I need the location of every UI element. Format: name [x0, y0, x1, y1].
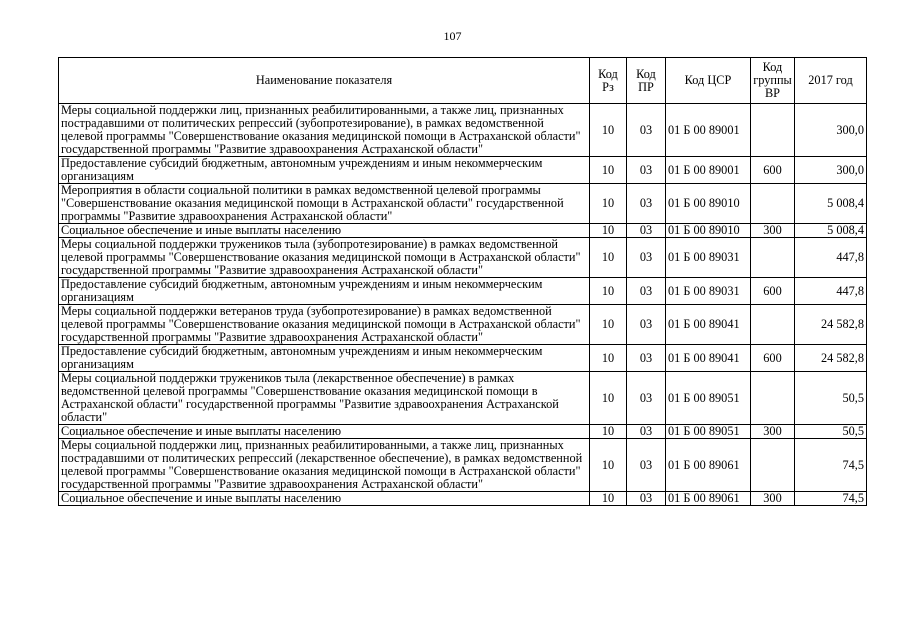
cell-rz: 10	[590, 157, 627, 184]
cell-vr	[751, 104, 795, 157]
column-header-csr: Код ЦСР	[666, 58, 751, 104]
column-header-year: 2017 год	[795, 58, 867, 104]
cell-pr: 03	[627, 345, 666, 372]
column-header-name: Наименование показателя	[59, 58, 590, 104]
cell-vr: 300	[751, 224, 795, 238]
table-row	[59, 238, 867, 278]
cell-pr: 03	[627, 305, 666, 345]
table-row	[59, 184, 867, 224]
cell-pr: 03	[627, 104, 666, 157]
cell-vr	[751, 372, 795, 425]
cell-amount: 300,0	[795, 157, 867, 184]
cell-amount: 50,5	[795, 425, 867, 439]
cell-csr: 01 Б 00 89031	[666, 238, 751, 278]
cell-pr: 03	[627, 238, 666, 278]
cell-vr: 600	[751, 345, 795, 372]
cell-csr: 01 Б 00 89001	[666, 104, 751, 157]
cell-name: Меры социальной поддержки ветеранов труда (зубопротезирование) в рамках ведомственной целевой программы "Совершенствование оказания медицинской помощи в Астраханской области" государственной программы "Развитие здравоохранения Астраханской области"	[59, 305, 590, 345]
cell-amount: 50,5	[795, 372, 867, 425]
table-row	[59, 372, 867, 425]
cell-vr: 300	[751, 492, 795, 506]
cell-pr: 03	[627, 425, 666, 439]
cell-amount: 300,0	[795, 104, 867, 157]
table-header-row	[59, 58, 867, 104]
cell-amount: 74,5	[795, 439, 867, 492]
cell-csr: 01 Б 00 89041	[666, 345, 751, 372]
cell-csr: 01 Б 00 89051	[666, 372, 751, 425]
page-number: 107	[443, 29, 462, 43]
cell-name: Меры социальной поддержки лиц, признанных реабилитированными, а также лиц, признанных пострадавшими от политических репрессий (лекарственное обеспечение), в рамках ведомственной целевой программы "Совершенствование оказания медицинской помощи в Астраханской области" государственной программы "Развитие здравоохранения Астраханской области"	[59, 439, 590, 492]
table-row	[59, 345, 867, 372]
cell-vr: 300	[751, 425, 795, 439]
table-row	[59, 425, 867, 439]
cell-pr: 03	[627, 184, 666, 224]
column-header-vr: Код группы ВР	[751, 58, 795, 104]
cell-name: Социальное обеспечение и иные выплаты населению	[59, 425, 590, 439]
cell-vr	[751, 184, 795, 224]
budget-table	[58, 57, 867, 506]
cell-pr: 03	[627, 439, 666, 492]
table-row	[59, 224, 867, 238]
cell-name: Предоставление субсидий бюджетным, автономным учреждениям и иным некоммерческим организациям	[59, 345, 590, 372]
cell-vr: 600	[751, 157, 795, 184]
table-row	[59, 439, 867, 492]
cell-rz: 10	[590, 238, 627, 278]
table-row	[59, 492, 867, 506]
cell-amount: 447,8	[795, 238, 867, 278]
cell-rz: 10	[590, 278, 627, 305]
cell-rz: 10	[590, 439, 627, 492]
cell-amount: 24 582,8	[795, 345, 867, 372]
cell-csr: 01 Б 00 89051	[666, 425, 751, 439]
cell-vr	[751, 305, 795, 345]
cell-csr: 01 Б 00 89061	[666, 439, 751, 492]
cell-name: Мероприятия в области социальной политики в рамках ведомственной целевой программы "Совершенствование оказания медицинской помощи в Астраханской области" государственной программы "Развитие здравоохранения Астраханской области"	[59, 184, 590, 224]
cell-rz: 10	[590, 372, 627, 425]
cell-rz: 10	[590, 305, 627, 345]
cell-csr: 01 Б 00 89001	[666, 157, 751, 184]
cell-amount: 5 008,4	[795, 184, 867, 224]
table-row	[59, 157, 867, 184]
cell-rz: 10	[590, 425, 627, 439]
cell-pr: 03	[627, 278, 666, 305]
cell-rz: 10	[590, 224, 627, 238]
cell-vr	[751, 238, 795, 278]
cell-csr: 01 Б 00 89031	[666, 278, 751, 305]
cell-pr: 03	[627, 224, 666, 238]
cell-amount: 447,8	[795, 278, 867, 305]
cell-rz: 10	[590, 104, 627, 157]
cell-amount: 24 582,8	[795, 305, 867, 345]
column-header-pr: Код ПР	[627, 58, 666, 104]
cell-name: Меры социальной поддержки тружеников тыла (зубопротезирование) в рамках ведомственной целевой программы "Совершенствование оказания медицинской помощи в Астраханской области" государственной программы "Развитие здравоохранения Астраханской области"	[59, 238, 590, 278]
cell-pr: 03	[627, 372, 666, 425]
table-row	[59, 278, 867, 305]
cell-amount: 74,5	[795, 492, 867, 506]
cell-csr: 01 Б 00 89010	[666, 224, 751, 238]
cell-rz: 10	[590, 492, 627, 506]
table-row	[59, 104, 867, 157]
cell-name: Меры социальной поддержки лиц, признанных реабилитированными, а также лиц, признанных пострадавшими от политических репрессий (зубопротезирование), в рамках ведомственной целевой программы "Совершенствование оказания медицинской помощи в Астраханской области" государственной программы "Развитие здравоохранения Астраханской области"	[59, 104, 590, 157]
table-body	[59, 104, 867, 506]
cell-name: Социальное обеспечение и иные выплаты населению	[59, 224, 590, 238]
cell-vr: 600	[751, 278, 795, 305]
cell-csr: 01 Б 00 89061	[666, 492, 751, 506]
cell-pr: 03	[627, 492, 666, 506]
cell-name: Предоставление субсидий бюджетным, автономным учреждениям и иным некоммерческим организациям	[59, 157, 590, 184]
cell-csr: 01 Б 00 89041	[666, 305, 751, 345]
cell-amount: 5 008,4	[795, 224, 867, 238]
cell-pr: 03	[627, 157, 666, 184]
cell-name: Социальное обеспечение и иные выплаты населению	[59, 492, 590, 506]
cell-name: Предоставление субсидий бюджетным, автономным учреждениям и иным некоммерческим организациям	[59, 278, 590, 305]
cell-name: Меры социальной поддержки тружеников тыла (лекарственное обеспечение) в рамках ведомственной целевой программы "Совершенствование оказания медицинской помощи в Астраханской области" государственной программы "Развитие здравоохранения Астраханской области"	[59, 372, 590, 425]
cell-rz: 10	[590, 184, 627, 224]
column-header-rz: Код Рз	[590, 58, 627, 104]
cell-csr: 01 Б 00 89010	[666, 184, 751, 224]
table-row	[59, 305, 867, 345]
cell-vr	[751, 439, 795, 492]
cell-rz: 10	[590, 345, 627, 372]
